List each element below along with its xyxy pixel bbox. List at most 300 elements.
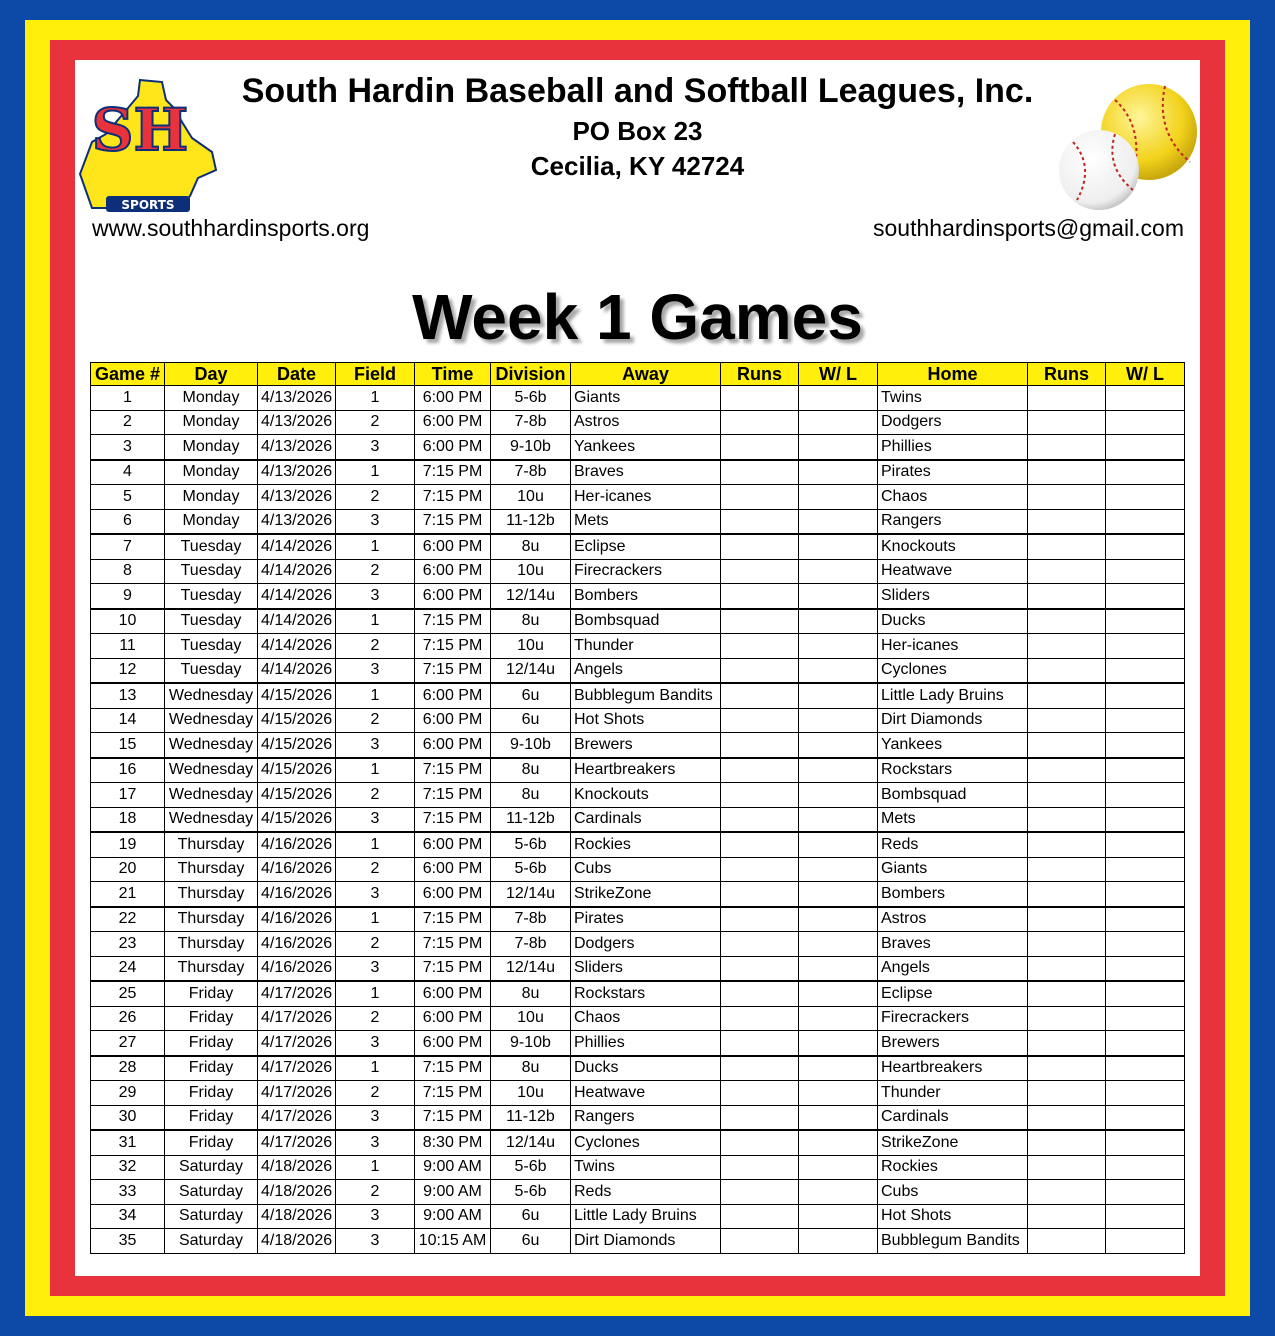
cell-game-number: 7 [91, 534, 165, 559]
cell-division: 12/14u [491, 1130, 571, 1155]
cell-day: Friday [165, 1081, 258, 1106]
cell-home-wl [1106, 609, 1185, 634]
cell-game-number: 33 [91, 1180, 165, 1205]
cell-away-team: Cyclones [571, 1130, 721, 1155]
header-home: Home [878, 363, 1028, 386]
cell-division: 11-12b [491, 509, 571, 534]
cell-field: 1 [336, 1056, 415, 1081]
cell-home-team: Cardinals [878, 1105, 1028, 1130]
cell-home-runs [1028, 783, 1106, 808]
cell-date: 4/15/2026 [258, 733, 336, 758]
cell-home-runs [1028, 1155, 1106, 1180]
cell-away-team: Mets [571, 509, 721, 534]
table-row [91, 1056, 1185, 1081]
cell-day: Friday [165, 1105, 258, 1130]
cell-game-number: 27 [91, 1031, 165, 1056]
cell-home-wl [1106, 981, 1185, 1006]
cell-home-runs [1028, 559, 1106, 584]
cell-game-number: 24 [91, 956, 165, 981]
cell-time: 6:00 PM [415, 882, 491, 907]
cell-home-team: Sliders [878, 584, 1028, 609]
cell-division: 10u [491, 1081, 571, 1106]
cell-away-runs [721, 1105, 799, 1130]
cell-division: 11-12b [491, 1105, 571, 1130]
cell-away-team: Cardinals [571, 807, 721, 832]
cell-away-wl [799, 932, 878, 957]
table-row [91, 733, 1185, 758]
cell-day: Saturday [165, 1180, 258, 1205]
cell-day: Thursday [165, 832, 258, 857]
cell-field: 3 [336, 1105, 415, 1130]
cell-home-wl [1106, 783, 1185, 808]
cell-field: 2 [336, 857, 415, 882]
cell-time: 9:00 AM [415, 1180, 491, 1205]
cell-home-runs [1028, 509, 1106, 534]
cell-home-wl [1106, 1006, 1185, 1031]
cell-away-runs [721, 485, 799, 510]
cell-time: 6:00 PM [415, 559, 491, 584]
cell-game-number: 23 [91, 932, 165, 957]
cell-time: 7:15 PM [415, 932, 491, 957]
cell-division: 6u [491, 708, 571, 733]
cell-away-runs [721, 658, 799, 683]
cell-day: Wednesday [165, 807, 258, 832]
cell-date: 4/15/2026 [258, 807, 336, 832]
cell-away-runs [721, 708, 799, 733]
cell-date: 4/14/2026 [258, 609, 336, 634]
cell-away-team: Bombsquad [571, 609, 721, 634]
cell-time: 6:00 PM [415, 1006, 491, 1031]
cell-day: Tuesday [165, 559, 258, 584]
cell-away-wl [799, 435, 878, 460]
cell-away-team: Twins [571, 1155, 721, 1180]
cell-time: 7:15 PM [415, 783, 491, 808]
cell-home-wl [1106, 534, 1185, 559]
website-link[interactable]: www.southhardinsports.org [92, 215, 370, 241]
header-away-runs: Runs [721, 363, 799, 386]
cell-away-team: Little Lady Bruins [571, 1204, 721, 1229]
cell-field: 3 [336, 509, 415, 534]
cell-home-runs [1028, 832, 1106, 857]
cell-home-wl [1106, 485, 1185, 510]
cell-away-team: Chaos [571, 1006, 721, 1031]
cell-date: 4/13/2026 [258, 435, 336, 460]
cell-away-team: Braves [571, 460, 721, 485]
cell-game-number: 25 [91, 981, 165, 1006]
cell-game-number: 16 [91, 758, 165, 783]
cell-date: 4/15/2026 [258, 708, 336, 733]
cell-away-wl [799, 907, 878, 932]
cell-home-wl [1106, 1130, 1185, 1155]
cell-game-number: 30 [91, 1105, 165, 1130]
cell-away-runs [721, 559, 799, 584]
cell-division: 10u [491, 559, 571, 584]
cell-field: 3 [336, 1130, 415, 1155]
table-row [91, 683, 1185, 708]
cell-away-runs [721, 683, 799, 708]
cell-away-team: Pirates [571, 907, 721, 932]
cell-date: 4/18/2026 [258, 1155, 336, 1180]
page-title: Week 1 Games [412, 281, 863, 353]
cell-away-runs [721, 1204, 799, 1229]
cell-away-wl [799, 1105, 878, 1130]
header-date: Date [258, 363, 336, 386]
cell-field: 2 [336, 932, 415, 957]
cell-time: 6:00 PM [415, 584, 491, 609]
cell-home-team: Thunder [878, 1081, 1028, 1106]
cell-away-team: Ducks [571, 1056, 721, 1081]
cell-home-runs [1028, 956, 1106, 981]
cell-field: 2 [336, 410, 415, 435]
cell-time: 6:00 PM [415, 410, 491, 435]
cell-away-wl [799, 956, 878, 981]
cell-home-runs [1028, 907, 1106, 932]
cell-date: 4/17/2026 [258, 1056, 336, 1081]
cell-away-runs [721, 410, 799, 435]
table-row [91, 534, 1185, 559]
cell-field: 3 [336, 1031, 415, 1056]
cell-away-wl [799, 584, 878, 609]
cell-home-runs [1028, 683, 1106, 708]
table-row [91, 386, 1185, 411]
cell-home-team: Bombers [878, 882, 1028, 907]
cell-game-number: 10 [91, 609, 165, 634]
cell-game-number: 13 [91, 683, 165, 708]
table-row [91, 1180, 1185, 1205]
cell-home-runs [1028, 1130, 1106, 1155]
cell-away-team: Bubblegum Bandits [571, 683, 721, 708]
cell-day: Thursday [165, 857, 258, 882]
cell-division: 5-6b [491, 1180, 571, 1205]
cell-date: 4/16/2026 [258, 882, 336, 907]
cell-home-wl [1106, 708, 1185, 733]
cell-day: Thursday [165, 932, 258, 957]
cell-home-wl [1106, 410, 1185, 435]
cell-time: 9:00 AM [415, 1155, 491, 1180]
cell-time: 6:00 PM [415, 683, 491, 708]
cell-away-team: Hot Shots [571, 708, 721, 733]
cell-game-number: 12 [91, 658, 165, 683]
cell-away-team: Dirt Diamonds [571, 1229, 721, 1254]
cell-time: 7:15 PM [415, 1056, 491, 1081]
cell-date: 4/14/2026 [258, 634, 336, 659]
cell-away-runs [721, 882, 799, 907]
cell-division: 5-6b [491, 857, 571, 882]
cell-away-wl [799, 1031, 878, 1056]
cell-home-team: Little Lady Bruins [878, 683, 1028, 708]
cell-home-team: Her-icanes [878, 634, 1028, 659]
cell-field: 1 [336, 981, 415, 1006]
cell-day: Wednesday [165, 708, 258, 733]
cell-time: 10:15 AM [415, 1229, 491, 1254]
cell-date: 4/18/2026 [258, 1229, 336, 1254]
cell-away-runs [721, 981, 799, 1006]
cell-away-runs [721, 807, 799, 832]
cell-home-wl [1106, 882, 1185, 907]
cell-away-runs [721, 584, 799, 609]
cell-time: 8:30 PM [415, 1130, 491, 1155]
cell-field: 2 [336, 1180, 415, 1205]
table-row [91, 1130, 1185, 1155]
cell-day: Saturday [165, 1155, 258, 1180]
cell-day: Wednesday [165, 758, 258, 783]
cell-division: 8u [491, 1056, 571, 1081]
cell-date: 4/18/2026 [258, 1180, 336, 1205]
table-row [91, 758, 1185, 783]
cell-away-wl [799, 683, 878, 708]
cell-away-wl [799, 658, 878, 683]
cell-field: 1 [336, 1155, 415, 1180]
table-row [91, 783, 1185, 808]
table-row [91, 832, 1185, 857]
cell-away-runs [721, 733, 799, 758]
cell-home-runs [1028, 758, 1106, 783]
cell-time: 6:00 PM [415, 733, 491, 758]
cell-home-wl [1106, 509, 1185, 534]
cell-date: 4/16/2026 [258, 857, 336, 882]
cell-game-number: 19 [91, 832, 165, 857]
table-row [91, 907, 1185, 932]
cell-time: 6:00 PM [415, 708, 491, 733]
cell-away-team: Phillies [571, 1031, 721, 1056]
table-row [91, 1229, 1185, 1254]
cell-home-team: Heartbreakers [878, 1056, 1028, 1081]
cell-date: 4/17/2026 [258, 1105, 336, 1130]
header-day: Day [165, 363, 258, 386]
cell-home-team: Ducks [878, 609, 1028, 634]
cell-time: 7:15 PM [415, 807, 491, 832]
cell-field: 3 [336, 435, 415, 460]
cell-home-team: Chaos [878, 485, 1028, 510]
table-row [91, 509, 1185, 534]
cell-time: 7:15 PM [415, 485, 491, 510]
cell-day: Friday [165, 981, 258, 1006]
cell-home-runs [1028, 609, 1106, 634]
cell-day: Monday [165, 509, 258, 534]
cell-away-runs [721, 758, 799, 783]
cell-away-team: Sliders [571, 956, 721, 981]
cell-away-runs [721, 1229, 799, 1254]
cell-day: Saturday [165, 1204, 258, 1229]
cell-home-runs [1028, 733, 1106, 758]
cell-day: Monday [165, 460, 258, 485]
cell-home-team: Mets [878, 807, 1028, 832]
city-address: Cecilia, KY 42724 [530, 151, 745, 181]
cell-field: 2 [336, 783, 415, 808]
cell-away-team: Bombers [571, 584, 721, 609]
cell-home-wl [1106, 584, 1185, 609]
cell-home-runs [1028, 1105, 1106, 1130]
cell-game-number: 1 [91, 386, 165, 411]
cell-home-team: Reds [878, 832, 1028, 857]
cell-time: 7:15 PM [415, 1081, 491, 1106]
cell-division: 6u [491, 683, 571, 708]
cell-field: 2 [336, 708, 415, 733]
cell-away-wl [799, 460, 878, 485]
cell-away-wl [799, 386, 878, 411]
table-row [91, 882, 1185, 907]
header-game-number: Game # [91, 363, 165, 386]
cell-field: 2 [336, 1006, 415, 1031]
cell-day: Monday [165, 435, 258, 460]
cell-division: 6u [491, 1229, 571, 1254]
cell-home-wl [1106, 907, 1185, 932]
cell-date: 4/14/2026 [258, 559, 336, 584]
cell-division: 8u [491, 981, 571, 1006]
table-row [91, 1006, 1185, 1031]
cell-date: 4/16/2026 [258, 932, 336, 957]
cell-day: Tuesday [165, 634, 258, 659]
cell-home-wl [1106, 683, 1185, 708]
cell-division: 12/14u [491, 658, 571, 683]
cell-home-runs [1028, 981, 1106, 1006]
cell-away-runs [721, 832, 799, 857]
table-row [91, 1155, 1185, 1180]
cell-home-team: Rockstars [878, 758, 1028, 783]
cell-division: 8u [491, 758, 571, 783]
cell-home-team: Rockies [878, 1155, 1028, 1180]
cell-division: 7-8b [491, 410, 571, 435]
cell-away-wl [799, 832, 878, 857]
cell-home-wl [1106, 807, 1185, 832]
cell-game-number: 6 [91, 509, 165, 534]
table-header-row [91, 363, 1185, 386]
cell-division: 8u [491, 609, 571, 634]
table-row [91, 932, 1185, 957]
cell-home-team: Yankees [878, 733, 1028, 758]
cell-field: 1 [336, 907, 415, 932]
cell-division: 12/14u [491, 882, 571, 907]
cell-game-number: 21 [91, 882, 165, 907]
cell-home-runs [1028, 658, 1106, 683]
cell-game-number: 32 [91, 1155, 165, 1180]
cell-home-team: Eclipse [878, 981, 1028, 1006]
cell-away-wl [799, 882, 878, 907]
cell-field: 1 [336, 386, 415, 411]
cell-home-team: Rangers [878, 509, 1028, 534]
cell-division: 9-10b [491, 733, 571, 758]
email-link[interactable]: southhardinsports@gmail.com [873, 215, 1184, 241]
cell-home-team: Twins [878, 386, 1028, 411]
table-row [91, 981, 1185, 1006]
header-away-wl: W/ L [799, 363, 878, 386]
cell-away-wl [799, 1229, 878, 1254]
cell-game-number: 20 [91, 857, 165, 882]
cell-day: Monday [165, 485, 258, 510]
cell-home-wl [1106, 1031, 1185, 1056]
cell-away-wl [799, 758, 878, 783]
cell-home-runs [1028, 857, 1106, 882]
cell-home-team: Angels [878, 956, 1028, 981]
cell-home-wl [1106, 1155, 1185, 1180]
cell-home-team: StrikeZone [878, 1130, 1028, 1155]
cell-home-wl [1106, 658, 1185, 683]
cell-day: Tuesday [165, 534, 258, 559]
cell-home-runs [1028, 708, 1106, 733]
cell-home-wl [1106, 1081, 1185, 1106]
cell-away-wl [799, 1155, 878, 1180]
cell-home-team: Giants [878, 857, 1028, 882]
header-home-runs: Runs [1028, 363, 1106, 386]
cell-home-runs [1028, 1056, 1106, 1081]
cell-time: 6:00 PM [415, 857, 491, 882]
cell-away-wl [799, 807, 878, 832]
cell-time: 6:00 PM [415, 534, 491, 559]
cell-day: Thursday [165, 907, 258, 932]
cell-away-wl [799, 783, 878, 808]
cell-day: Monday [165, 410, 258, 435]
cell-away-runs [721, 1155, 799, 1180]
cell-time: 7:15 PM [415, 956, 491, 981]
cell-division: 7-8b [491, 460, 571, 485]
cell-away-wl [799, 485, 878, 510]
cell-away-team: Yankees [571, 435, 721, 460]
cell-away-runs [721, 956, 799, 981]
cell-division: 10u [491, 1006, 571, 1031]
cell-date: 4/15/2026 [258, 783, 336, 808]
cell-day: Friday [165, 1031, 258, 1056]
cell-home-team: Astros [878, 907, 1028, 932]
cell-away-runs [721, 907, 799, 932]
cell-away-wl [799, 1081, 878, 1106]
cell-away-wl [799, 509, 878, 534]
cell-game-number: 3 [91, 435, 165, 460]
cell-away-wl [799, 708, 878, 733]
cell-date: 4/14/2026 [258, 534, 336, 559]
cell-home-wl [1106, 386, 1185, 411]
cell-away-wl [799, 857, 878, 882]
cell-away-wl [799, 410, 878, 435]
cell-time: 6:00 PM [415, 435, 491, 460]
cell-home-team: Cyclones [878, 658, 1028, 683]
table-row [91, 956, 1185, 981]
cell-game-number: 34 [91, 1204, 165, 1229]
cell-away-wl [799, 559, 878, 584]
schedule-table [90, 362, 1185, 1254]
cell-time: 7:15 PM [415, 658, 491, 683]
cell-division: 8u [491, 534, 571, 559]
table-row [91, 460, 1185, 485]
cell-home-wl [1106, 559, 1185, 584]
cell-away-team: Heartbreakers [571, 758, 721, 783]
cell-division: 10u [491, 485, 571, 510]
table-row [91, 658, 1185, 683]
header-time: Time [415, 363, 491, 386]
cell-division: 9-10b [491, 1031, 571, 1056]
cell-field: 3 [336, 882, 415, 907]
cell-home-wl [1106, 634, 1185, 659]
cell-time: 6:00 PM [415, 1031, 491, 1056]
cell-home-runs [1028, 1006, 1106, 1031]
cell-game-number: 29 [91, 1081, 165, 1106]
cell-time: 7:15 PM [415, 460, 491, 485]
cell-away-runs [721, 534, 799, 559]
cell-date: 4/13/2026 [258, 386, 336, 411]
cell-away-wl [799, 1180, 878, 1205]
cell-away-wl [799, 634, 878, 659]
cell-home-runs [1028, 410, 1106, 435]
cell-home-runs [1028, 1031, 1106, 1056]
cell-field: 3 [336, 733, 415, 758]
table-row [91, 584, 1185, 609]
table-row [91, 1081, 1185, 1106]
cell-away-team: Astros [571, 410, 721, 435]
cell-away-runs [721, 609, 799, 634]
cell-home-team: Hot Shots [878, 1204, 1028, 1229]
cell-field: 2 [336, 559, 415, 584]
cell-away-runs [721, 1081, 799, 1106]
cell-home-runs [1028, 460, 1106, 485]
